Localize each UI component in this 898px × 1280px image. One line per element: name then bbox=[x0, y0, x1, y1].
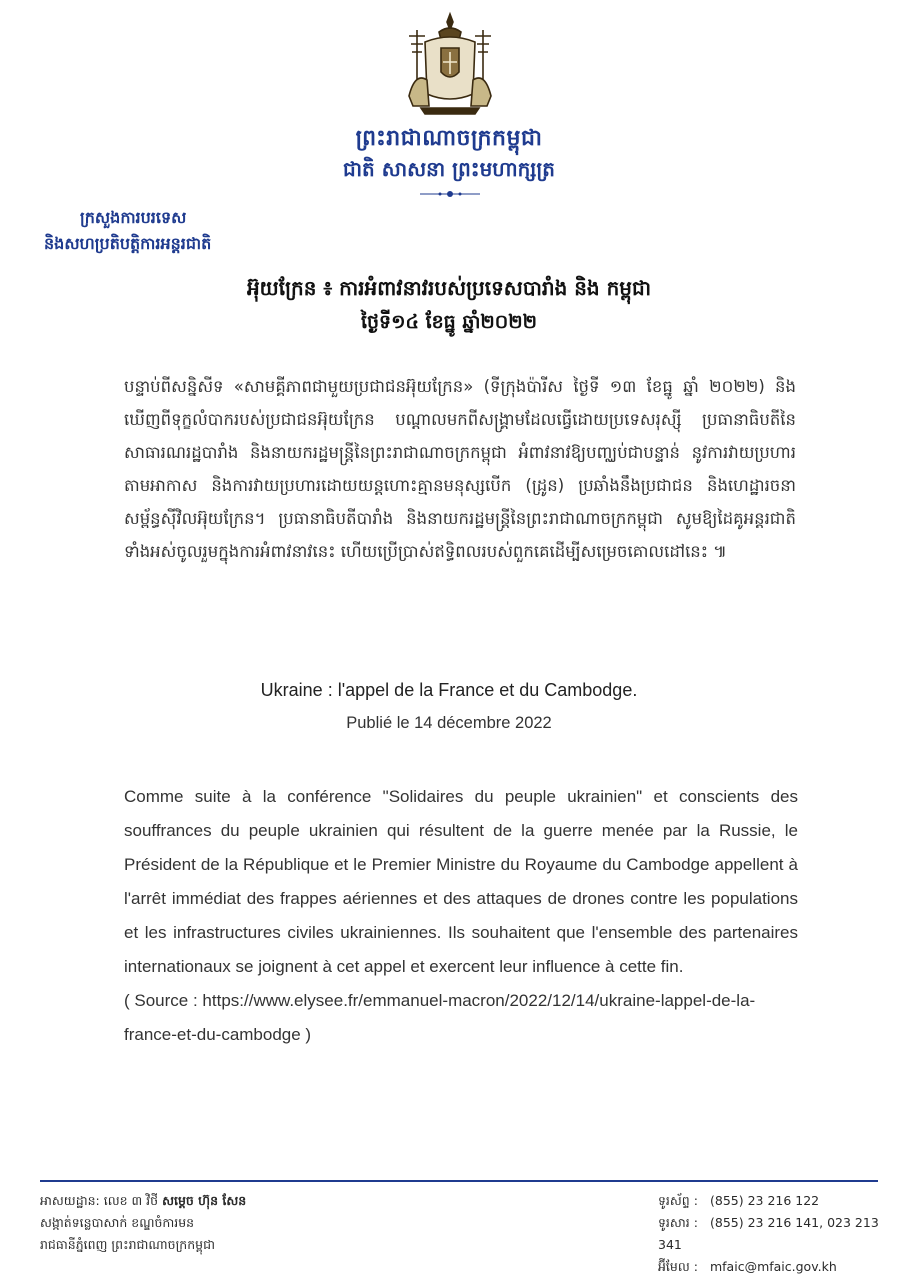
ministry-name-line2: និងសហប្រតិបត្តិការអន្តរជាតិ bbox=[44, 234, 212, 253]
email-address[interactable]: mfaic@mfaic.gov.kh bbox=[709, 1259, 837, 1274]
email-row bbox=[658, 1256, 898, 1278]
address-line1: លេខ ៣ វិថី bbox=[103, 1193, 159, 1208]
khmer-body-text: បន្ទាប់ពីសន្និសីទ «សាមគ្គីភាពជាមួយប្រជាជនអ៊ុយក្រែន» (ទីក្រុងប៉ារីស ថ្ងៃទី ១៣ ខែធ្នូ ឆ្នាំ ២០២២) និងឃើញពីទុក្ខលំបាករបស់ប្រជាជនអ៊ុយក្រែន បណ្តាលមកពីសង្គ្រាមដែលធ្វើដោយប្រទេសរុស្ស៊ី ប្រធានាធិបតីនៃសាធារណរដ្ឋបារាំង និងនាយករដ្ឋមន្ត្រីនៃព្រះរាជាណាចក្រកម្ពុជា អំពាវនាវឱ្យបញ្ឈប់ជាបន្ទាន់ នូវការវាយប្រហារតាមអាកាស និងការវាយប្រហារដោយយន្តហោះគ្មានមនុស្សបើក (ដ្រូន) ប្រឆាំងនឹងប្រជាជន និងហេដ្ឋារចនាសម្ព័ន្ធស៊ីវិលអ៊ុយក្រែន។ ប្រធានាធិបតីបារាំង និងនាយករដ្ឋមន្ត្រីនៃព្រះរាជាណាចក្រកម្ពុជា សូមឱ្យដៃគូអន្តរជាតិទាំងអស់ចូលរួមក្នុងការអំពាវនាវនេះ ហើយប្រើប្រាស់ឥទ្ធិពលរបស់ពួកគេដើម្បីសម្រេចគោលដៅនេះ ៕ bbox=[124, 377, 796, 561]
ornament-divider-icon bbox=[418, 188, 482, 200]
royal-coat-of-arms-icon bbox=[395, 10, 505, 120]
footer-divider bbox=[40, 1180, 878, 1182]
french-body-text: Comme suite à la conférence "Solidaires du peuple ukrainien" et conscients des souffrances du peuple ukrainien qui résultent de la guerre menée par la Russie, le Président de la République et le Premier Ministre du Royaume du Cambodge appellent à l'arrêt immédiat des frappes aériennes et des attaques de drones contre les populations et les infrastructures civiles ukrainiennes. Ils souhaitent que l'ensemble des partenaires internationaux se joignent à cet appel et exercent leur influence à cette fin. bbox=[124, 787, 798, 976]
kingdom-heading: ព្រះរាជាណាចក្រកម្ពុជា bbox=[355, 126, 543, 151]
french-date: Publié le 14 décembre 2022 bbox=[346, 714, 552, 732]
french-title: Ukraine : l'appel de la France et du Cambodge. bbox=[260, 680, 638, 700]
address-street: សម្តេច ហ៊ុន សែន bbox=[162, 1193, 247, 1208]
ministry-name-line1: ក្រសួងការបរទេស bbox=[80, 208, 187, 227]
footer-address bbox=[40, 1190, 246, 1256]
address-line3: រាជធានីភ្នំពេញ ព្រះរាជាណាចក្រកម្ពុជា bbox=[40, 1237, 215, 1252]
address-line2: សង្កាត់ទន្លេបាសាក់ ខណ្ឌចំការមន bbox=[40, 1215, 195, 1230]
address-row-1 bbox=[40, 1190, 246, 1212]
khmer-title: អ៊ុយក្រែន ៖ ការអំពាវនាវរបស់ប្រទេសបារាំង និង កម្ពុជា bbox=[246, 276, 652, 300]
footer-contact bbox=[658, 1190, 898, 1278]
email-label: អ៊ីមែល : bbox=[658, 1259, 698, 1274]
fax-row bbox=[658, 1212, 898, 1256]
address-label: អាសយដ្ឋាន: bbox=[40, 1193, 100, 1208]
phone-row bbox=[658, 1190, 898, 1212]
source-citation: ( Source : https://www.elysee.fr/emmanuel-macron/2022/12/14/ukraine-lappel-de-la-france-et-du-cambodge ) bbox=[124, 991, 756, 1044]
phone-number: (855) 23 216 122 bbox=[709, 1193, 820, 1208]
french-body bbox=[124, 780, 798, 1052]
khmer-date: ថ្ងៃទី១៤ ខែធ្នូ ឆ្នាំ២០២២ bbox=[360, 311, 538, 333]
fax-label: ទូរសារ : bbox=[658, 1215, 698, 1230]
fax-number: (855) 23 216 141, 023 213 341 bbox=[658, 1215, 879, 1252]
phone-label: ទូរស័ព្ទ : bbox=[658, 1193, 698, 1208]
national-motto: ជាតិ សាសនា ព្រះមហាក្សត្រ bbox=[343, 157, 555, 181]
